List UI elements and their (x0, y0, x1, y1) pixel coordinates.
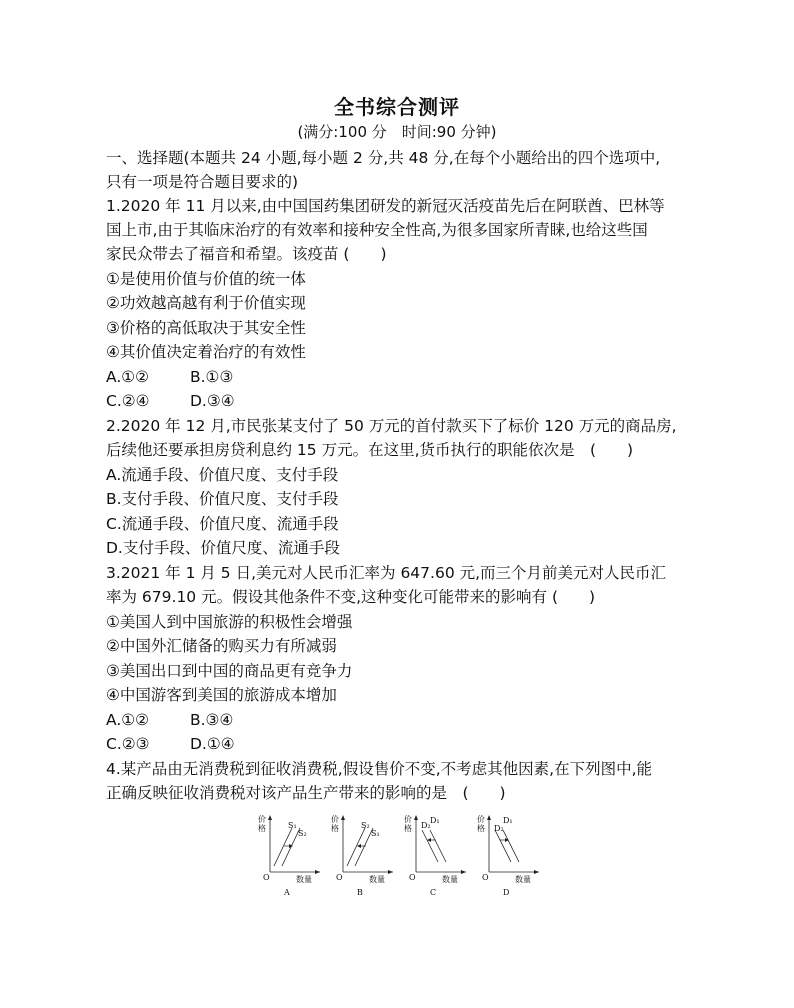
q2-option-d: D.支付手段、价值尺度、流通手段 (106, 539, 340, 557)
x-axis-label: 数量 (296, 875, 312, 884)
q2-option-c: C.流通手段、价值尺度、流通手段 (106, 515, 339, 533)
q4-figures (258, 810, 548, 900)
q3-stem: 率为 679.10 元。假设其他条件不变,这种变化可能带来的影响有 ( ) (106, 588, 596, 606)
q4-stem: 正确反映征收消费税对该产品生产带来的影响的是 ( ) (106, 784, 506, 802)
curve-label: S₁ (371, 829, 380, 838)
q4-figure-a (258, 810, 320, 900)
page-subtitle: (满分:100 分 时间:90 分钟) (297, 123, 497, 141)
x-axis-label: 数量 (369, 875, 385, 884)
q1-statement: ③价格的高低取决于其安全性 (106, 319, 306, 337)
curve-label: D₂ (494, 824, 504, 833)
y-axis-label: 价格 (477, 815, 485, 833)
curve-label: D₂ (421, 821, 431, 830)
x-axis-label: 数量 (515, 875, 531, 884)
q3-stem: 3.2021 年 1 月 5 日,美元对人民币汇率为 647.60 元,而三个月前美元对人民币汇 (106, 564, 667, 582)
x-axis-label: 数量 (442, 875, 458, 884)
curve-label: D₁ (503, 816, 513, 825)
y-axis-label: 价格 (404, 815, 412, 833)
q1-option-d: D.③④ (190, 392, 235, 410)
q3-option-a: A.①② (106, 711, 150, 729)
origin-label: O (482, 873, 489, 882)
q2-option-b: B.支付手段、价值尺度、支付手段 (106, 490, 339, 508)
q3-statement: ①美国人到中国旅游的积极性会增强 (106, 613, 353, 631)
figure-letter: D (503, 888, 510, 897)
q1-stem: 国上市,由于其临床治疗的有效率和接种安全性高,为很多国家所青睐,也给这些国 (106, 221, 648, 239)
q2-option-a: A.流通手段、价值尺度、支付手段 (106, 466, 339, 484)
q1-stem: 家民众带去了福音和希望。该疫苗 ( ) (106, 245, 387, 263)
q1-option-b: B.①③ (190, 368, 234, 386)
q1-statement: ①是使用价值与价值的统一体 (106, 270, 306, 288)
origin-label: O (409, 873, 416, 882)
q2-stem: 2.2020 年 12 月,市民张某支付了 50 万元的首付款买下了标价 120 万元的商品房, (106, 417, 677, 435)
q1-option-c: C.②④ (106, 392, 150, 410)
page-title: 全书综合测评 (334, 95, 460, 119)
q1-statement: ②功效越高越有利于价值实现 (106, 294, 306, 312)
q4-figure-d (477, 810, 539, 900)
q4-stem: 4.某产品由无消费税到征收消费税,假设售价不变,不考虑其他因素,在下列图中,能 (106, 760, 652, 778)
curve-label: S₂ (298, 829, 307, 838)
q1-statement: ④其价值决定着治疗的有效性 (106, 343, 306, 361)
q4-figure-c (404, 810, 466, 900)
y-axis-label: 价格 (258, 815, 266, 833)
q2-stem: 后续他还要承担房贷利息约 15 万元。在这里,货币执行的职能依次是 ( ) (106, 441, 634, 459)
q3-statement: ②中国外汇储备的购买力有所减弱 (106, 637, 337, 655)
section-heading: 一、选择题(本题共 24 小题,每小题 2 分,共 48 分,在每个小题给出的四个选项中, (106, 149, 661, 167)
figure-letter: C (430, 888, 437, 897)
q3-option-b: B.③④ (190, 711, 234, 729)
figure-letter: B (357, 888, 363, 897)
origin-label: O (336, 873, 343, 882)
q3-option-d: D.①④ (190, 735, 235, 753)
q3-option-c: C.②③ (106, 735, 150, 753)
q1-option-a: A.①② (106, 368, 150, 386)
y-axis-label: 价格 (331, 815, 339, 833)
q3-statement: ③美国出口到中国的商品更有竞争力 (106, 662, 353, 680)
figure-letter: A (284, 888, 290, 897)
q3-statement: ④中国游客到美国的旅游成本增加 (106, 686, 337, 704)
curve-label: S₁ (288, 821, 297, 830)
curve-label: D₁ (430, 816, 440, 825)
curve-label: S₂ (361, 821, 370, 830)
q4-figure-b (331, 810, 393, 900)
q1-stem: 1.2020 年 11 月以来,由中国国药集团研发的新冠灭活疫苗先后在阿联酋、巴林等 (106, 197, 665, 215)
section-heading-cont: 只有一项是符合题目要求的) (106, 173, 299, 191)
origin-label: O (263, 873, 270, 882)
